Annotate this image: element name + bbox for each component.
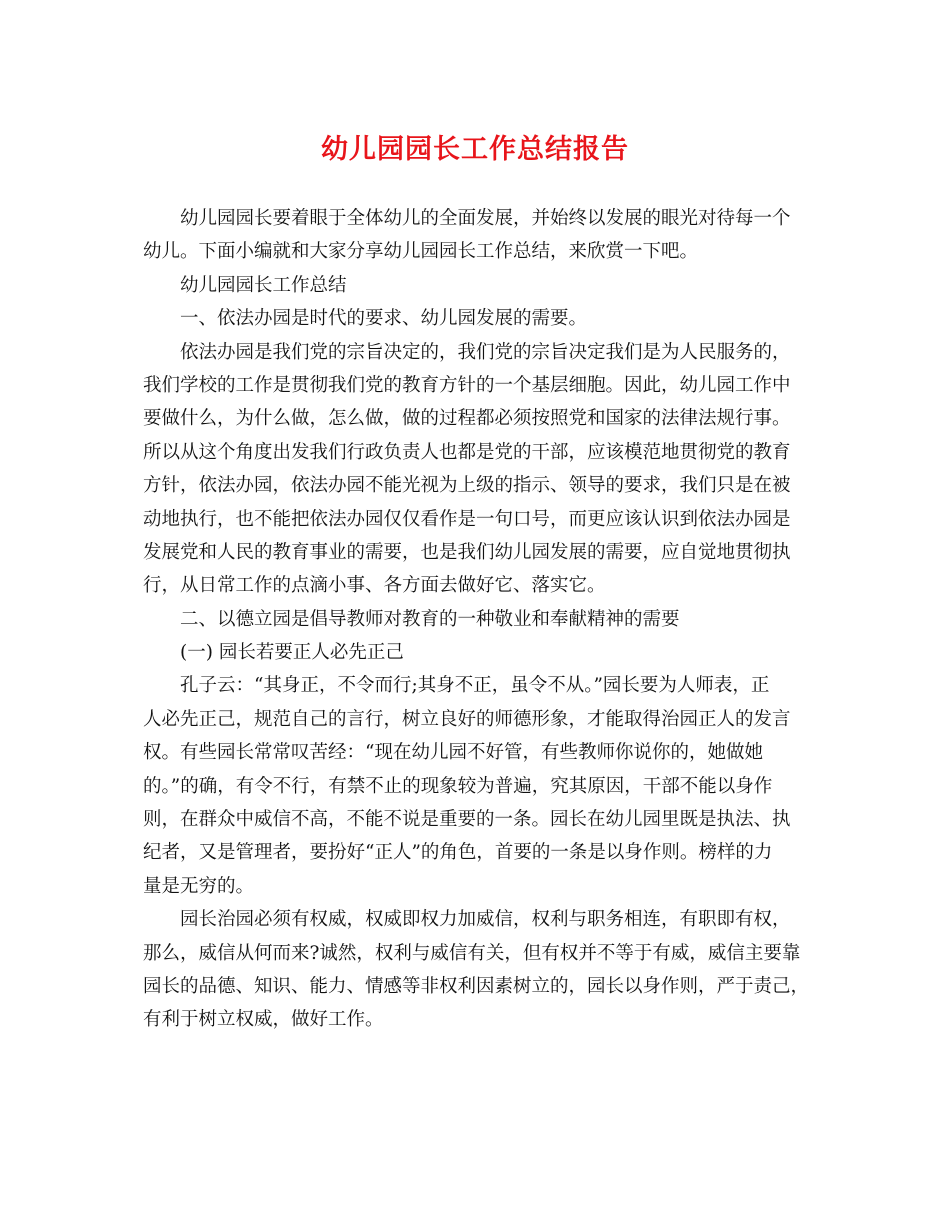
paragraph-line: 幼儿园园长要着眼于全体幼儿的全面发展，并始终以发展的眼光对待每一个 xyxy=(180,208,791,229)
paragraph-line: 人必先正己，规范自己的言行，树立良好的师德形象，才能取得治园正人的发言 xyxy=(143,708,791,730)
paragraph-line: 孔子云：“其身正，不令而行;其身不正，虽令不从。”园长要为人师表，正 xyxy=(180,675,770,697)
paragraph-line: 量是无穷的。 xyxy=(143,875,255,897)
paragraph-line: 那么，威信从何而来?诚然，权利与威信有关，但有权并不等于有威，威信主要靠 xyxy=(143,942,801,964)
paragraph-line: 的。”的确，有令不行，有禁不止的现象较为普遍，究其原因，干部不能以身作 xyxy=(143,775,773,797)
section-heading: 一、依法办园是时代的要求、幼儿园发展的需要。 xyxy=(180,308,588,330)
paragraph-line: 权。有些园长常常叹苦经：“现在幼儿园不好管，有些教师你说你的，她做她 xyxy=(143,742,763,764)
paragraph-line: 幼儿。下面小编就和大家分享幼儿园园长工作总结，来欣赏一下吧。 xyxy=(143,241,699,263)
paragraph-line: 依法办园是我们党的宗旨决定的，我们党的宗旨决定我们是为人民服务的， xyxy=(180,341,791,363)
paragraph-line: 方针，依法办园，依法办园不能光视为上级的指示、领导的要求，我们只是在被 xyxy=(143,475,791,497)
paragraph-line: 我们学校的工作是贯彻我们党的教育方针的一个基层细胞。因此，幼儿园工作中 xyxy=(143,374,791,396)
paragraph-line: 所以从这个角度出发我们行政负责人也都是党的干部，应该模范地贯彻党的教育 xyxy=(143,441,791,463)
paragraph-line: 有利于树立权威，做好工作。 xyxy=(143,1009,384,1031)
paragraph-line: 发展党和人民的教育事业的需要，也是我们幼儿园发展的需要，应自觉地贯彻执 xyxy=(143,541,791,563)
paragraph-line: 园长治园必须有权威，权威即权力加威信，权利与职务相连，有职即有权， xyxy=(180,909,791,931)
paragraph-line: 则，在群众中威信不高，不能不说是重要的一条。园长在幼儿园里既是执法、执 xyxy=(143,809,791,831)
section-heading: 二、以德立园是倡导教师对教育的一种敬业和奉献精神的需要 xyxy=(180,608,680,630)
document-body xyxy=(143,202,810,1037)
section-heading: 幼儿园园长工作总结 xyxy=(180,274,347,296)
paragraph-line: 纪者，又是管理者，要扮好“正人”的角色，首要的一条是以身作则。榜样的力 xyxy=(143,842,773,864)
paragraph-line: 园长的品德、知识、能力、情感等非权利因素树立的，园长以身作则，严于责己， xyxy=(143,975,810,997)
paragraph-line: 行，从日常工作的点滴小事、各方面去做好它、落实它。 xyxy=(143,575,606,597)
document-title: 幼儿园园长工作总结报告 xyxy=(321,134,629,165)
subsection-heading: (一) 园长若要正人必先正己 xyxy=(180,642,404,664)
paragraph-line: 动地执行，也不能把依法办园仅仅看作是一句口号，而更应该认识到依法办园是 xyxy=(143,508,791,530)
paragraph-line: 要做什么，为什么做，怎么做，做的过程都必须按照党和国家的法律法规行事。 xyxy=(143,408,791,430)
